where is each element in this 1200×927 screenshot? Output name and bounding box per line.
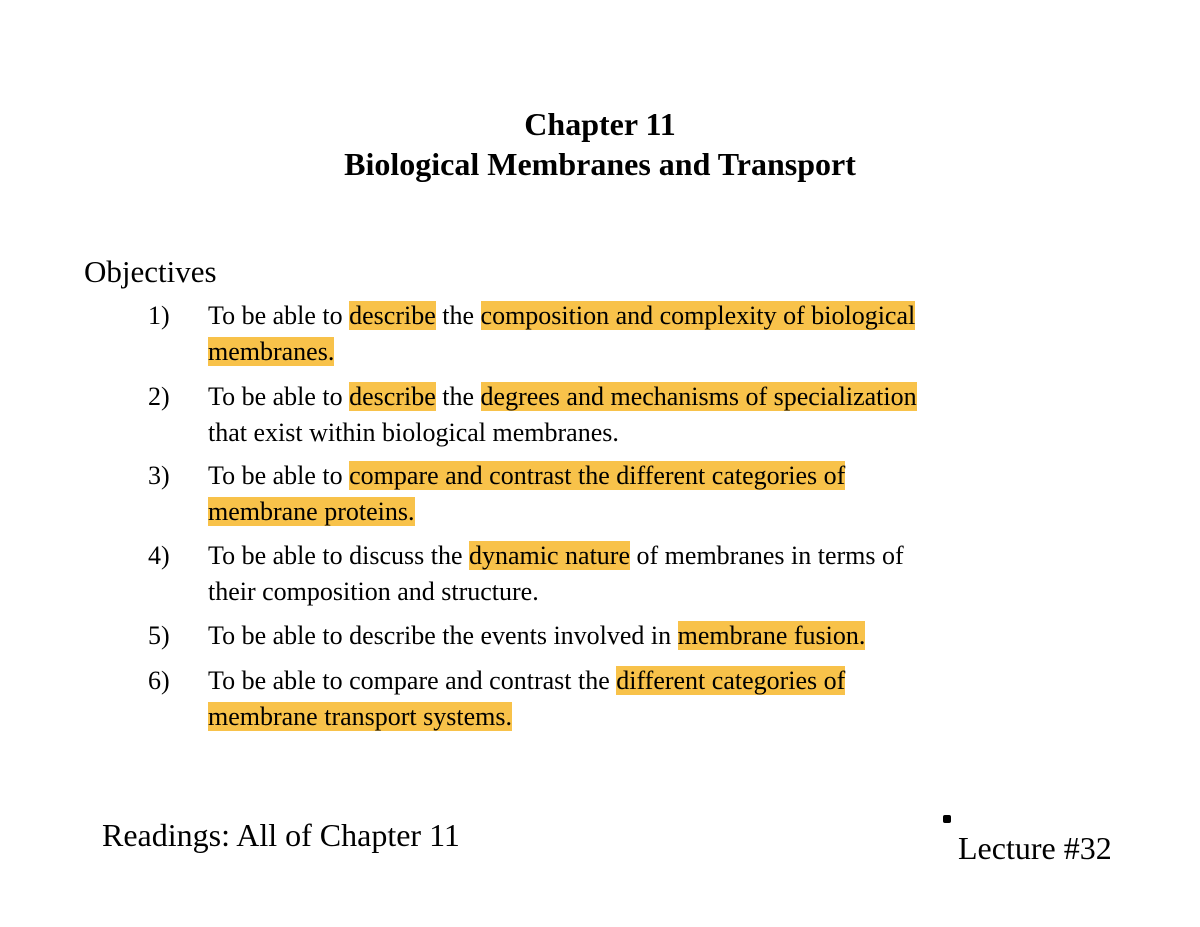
objective-number: 1) (148, 301, 170, 330)
highlighted-text: composition and complexity of biological (480, 301, 916, 330)
plain-text: To be able to discuss the (208, 541, 470, 570)
objective-line-1 (208, 298, 1058, 334)
objective-line-1 (208, 379, 1058, 415)
highlighted-text: membrane fusion. (677, 621, 866, 650)
objective-line-1 (208, 538, 1058, 574)
objective-line-1 (208, 458, 1058, 494)
highlighted-text: degrees and mechanisms of specialization (480, 382, 917, 411)
plain-text: To be able to describe the events involved in (208, 621, 678, 650)
highlighted-text: dynamic nature (469, 541, 631, 570)
objective-text (208, 538, 1058, 610)
highlighted-text: membrane transport systems. (208, 702, 512, 731)
objective-number: 3) (148, 461, 170, 490)
plain-text: To be able to (208, 301, 350, 330)
plain-text: To be able to compare and contrast the (208, 666, 617, 695)
objective-line-1 (208, 663, 1058, 699)
readings-note: Readings: All of Chapter 11 (102, 817, 460, 853)
objective-number: 5) (148, 621, 170, 650)
plain-text: that exist within biological membranes. (208, 418, 619, 447)
objective-text (208, 458, 1058, 530)
objective-line-2 (208, 415, 1058, 451)
objective-line-2 (208, 494, 1058, 530)
objective-text (208, 618, 1058, 654)
chapter-number: Chapter 11 (524, 106, 676, 142)
highlighted-text: membranes. (208, 337, 335, 366)
plain-text: To be able to (208, 382, 350, 411)
highlighted-text: compare and contrast the different categories of (349, 461, 846, 490)
plain-text: To be able to (208, 461, 350, 490)
plain-text: their composition and structure. (208, 577, 539, 606)
objective-number: 6) (148, 666, 170, 695)
objective-line-2 (208, 334, 1058, 370)
highlighted-text: membrane proteins. (208, 497, 415, 526)
highlighted-text: different categories of (616, 666, 846, 695)
objective-line-2 (208, 699, 1058, 735)
bullet-dot-icon (943, 815, 951, 823)
chapter-title: Biological Membranes and Transport (344, 146, 856, 182)
objective-number: 4) (148, 541, 170, 570)
highlighted-text: describe (349, 301, 436, 330)
objective-text (208, 379, 1058, 451)
objective-text (208, 663, 1058, 735)
objective-line-2 (208, 574, 1058, 610)
objective-line-1 (208, 618, 1058, 654)
objectives-heading: Objectives (84, 254, 217, 289)
objective-text (208, 298, 1058, 370)
lecture-number: Lecture #32 (958, 830, 1112, 866)
plain-text: the (435, 301, 481, 330)
objective-number: 2) (148, 382, 170, 411)
highlighted-text: describe (349, 382, 436, 411)
plain-text: the (435, 382, 481, 411)
plain-text: of membranes in terms of (630, 541, 904, 570)
